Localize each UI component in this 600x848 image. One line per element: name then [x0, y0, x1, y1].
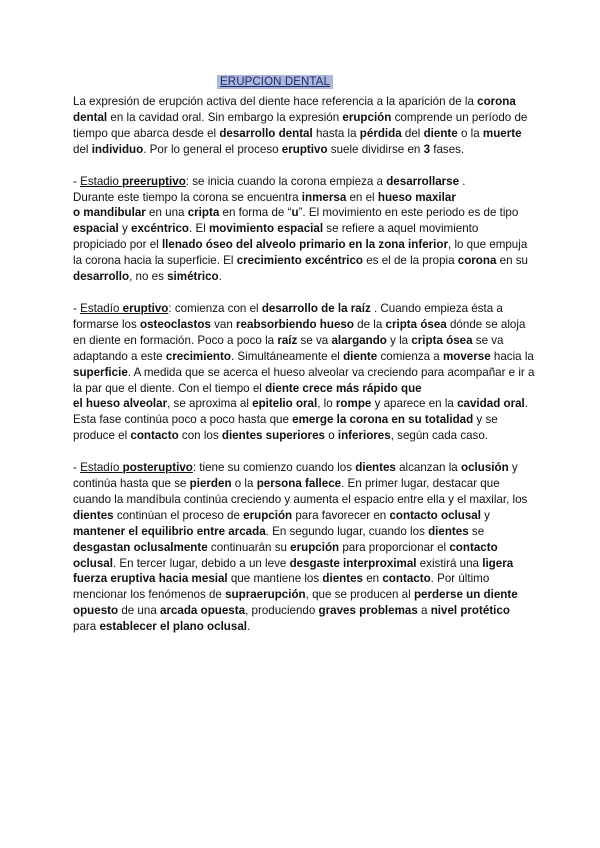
- bold-term: desarrollo dental: [219, 126, 313, 140]
- underlined-text: Estadío: [80, 461, 123, 475]
- bold-term: epitelio oral: [252, 397, 318, 411]
- bold-term: inferiores: [337, 429, 391, 443]
- bold-term: diente crece más rápido que: [265, 381, 422, 395]
- bold-term: perderse un diente opuesto: [73, 588, 518, 618]
- bold-term: persona fallece: [256, 477, 342, 491]
- bold-term: arcada opuesta: [160, 604, 246, 618]
- bold-term: llenado óseo del alveolo primario en la zona inferior: [161, 238, 448, 252]
- bold-term: movimiento espacial: [209, 222, 324, 236]
- bold-term: el hueso alveolar: [73, 397, 168, 411]
- bold-term: preeruptivo: [122, 174, 186, 188]
- underlined-text: Estadio: [80, 174, 122, 188]
- bold-term: establecer el plano oclusal: [99, 620, 247, 634]
- bold-term: erupción: [243, 508, 293, 522]
- bold-term: desarrollo: [73, 270, 130, 284]
- bold-term: erupción: [342, 110, 392, 124]
- bold-term: 3: [423, 142, 431, 156]
- bold-term: desgaste interproximal: [289, 556, 417, 570]
- bold-term: osteoclastos: [140, 317, 211, 331]
- bold-term: pierden: [189, 477, 232, 491]
- bold-term: nivel protético: [430, 604, 510, 618]
- bold-term: ligera fuerza eruptiva hacia mesial: [73, 556, 514, 586]
- bold-term: mantener el equilibrio entre arcada: [73, 524, 266, 538]
- paragraph-preeruptive-stage: - Estadio preeruptivo: se inicia cuando la corona empieza a desarrollarse . Durante este tiempo la corona se encuentra inmersa en el hueso maxilar o mandibular en una cripta en forma de “u”. El movimiento en este periodo es de tipo espacial y excéntrico. El movimiento espacial se refiere a aquel movimiento propiciado por el llenado óseo del alveolo primario en la zona inferior, lo que empuja la corona hacia la superficie. El crecimiento excéntrico es el de la propia corona en su desarrollo, no es simétrico.: [73, 174, 529, 284]
- bold-term: excéntrico: [131, 222, 190, 236]
- document-body: [73, 94, 535, 651]
- bold-term: dientes: [355, 461, 396, 475]
- bold-term: contacto oclusal: [389, 508, 481, 522]
- bold-term: pérdida: [359, 126, 402, 140]
- bold-term: contacto: [382, 572, 431, 586]
- bold-term: posteruptivo: [122, 461, 193, 475]
- bold-term: reabsorbiendo hueso: [236, 317, 354, 331]
- bold-term: alargando: [331, 333, 387, 347]
- bold-term: raíz: [277, 333, 298, 347]
- bold-term: crecimiento: [165, 349, 231, 363]
- bold-term: eruptivo: [122, 301, 169, 315]
- bold-term: corona: [457, 254, 497, 268]
- bold-term: diente: [423, 126, 458, 140]
- title-wrap: [0, 72, 600, 90]
- paragraph-eruptive-stage: - Estadío eruptivo: comienza con el desarrollo de la raíz . Cuando empieza ésta a formarse los osteoclastos van reabsorbiendo hueso de la cripta ósea dónde se aloja en diente en formación. Poco a poco la raíz se va alargando y la cripta ósea se va adaptando a este crecimiento. Simultáneamente el diente comienza a moverse hacia la superficie. A medida que se acerca el hueso alveolar va creciendo para acompañar e ir a la par que el diente. Con el tiempo el diente crece más rápido que el hueso alveolar, se aproxima al epitelio oral, lo rompe y aparece en la cavidad oral. Esta fase continúa poco a poco hasta que emerge la corona en su totalidad y se produce el contacto con los dientes superiores o inferiores, según cada caso.: [73, 301, 535, 443]
- document-title: ERUPCION DENTAL: [217, 75, 333, 89]
- bold-term: superficie: [73, 365, 128, 379]
- bold-term: dientes superiores: [221, 429, 325, 443]
- bold-term: espacial: [73, 222, 119, 236]
- bold-term: individuo: [91, 142, 144, 156]
- bold-term: diente: [343, 349, 378, 363]
- bold-term: cavidad oral: [457, 397, 525, 411]
- bold-term: emerge la corona en su totalidad: [292, 413, 474, 427]
- bold-term: simétrico: [167, 270, 219, 284]
- bold-term: muerte: [482, 126, 522, 140]
- bold-term: dientes: [428, 524, 469, 538]
- bold-term: erupción: [290, 540, 340, 554]
- bold-term: desgastan oclusalmente: [73, 540, 208, 554]
- bold-term: supraerupción: [225, 588, 306, 602]
- bold-term: cripta ósea: [385, 317, 447, 331]
- bold-term: desarrollo de la raíz: [261, 301, 371, 315]
- bold-term: inmersa: [301, 190, 347, 204]
- bold-term: contacto: [130, 429, 179, 443]
- underlined-text: Estadío: [80, 301, 123, 315]
- bold-term: dientes: [73, 508, 114, 522]
- bold-term: cripta ósea: [411, 333, 473, 347]
- bold-term: corona dental: [73, 95, 516, 124]
- bold-term: dientes: [322, 572, 363, 586]
- bold-term: u: [291, 206, 299, 220]
- bold-term: cripta: [187, 206, 220, 220]
- paragraph-posteruptive-stage: - Estadío posteruptivo: tiene su comienzo cuando los dientes alcanzan la oclusión y continúa hasta que se pierden o la persona fallece. En primer lugar, destacar que cuando la mandíbula continúa creciendo y aumenta el espacio entre ella y el maxilar, los dientes continúan el proceso de erupción para favorecer en contacto oclusal y mantener el equilibrio entre arcada. En segundo lugar, cuando los dientes se desgastan oclusalmente continuarán su erupción para proporcionar el contacto oclusal. En tercer lugar, debido a un leve desgaste interproximal existirá una ligera fuerza eruptiva hacia mesial que mantiene los dientes en contacto. Por último mencionar los fenómenos de supraerupción, que se producen al perderse un diente opuesto de una arcada opuesta, produciendo graves problemas a nivel protético para establecer el plano oclusal.: [73, 461, 528, 634]
- bold-term: eruptivo: [281, 142, 328, 156]
- bold-term: hueso maxilar: [377, 190, 456, 204]
- bold-term: rompe: [335, 397, 372, 411]
- paragraph-intro: La expresión de erupción activa del diente hace referencia a la aparición de la corona dental en la cavidad oral. Sin embargo la expresión erupción comprende un período de tiempo que abarca desde el desarrollo dental hasta la pérdida del diente o la muerte del individuo. Por lo general el proceso eruptivo suele dividirse en 3 fases.: [73, 95, 528, 156]
- bold-term: moverse: [442, 349, 491, 363]
- bold-term: crecimiento excéntrico: [236, 254, 364, 268]
- bold-term: o mandibular: [73, 206, 146, 220]
- bold-term: graves problemas: [318, 604, 418, 618]
- bold-term: desarrollarse: [386, 174, 460, 188]
- bold-term: contacto oclusal: [73, 540, 498, 570]
- bold-term: oclusión: [460, 461, 509, 475]
